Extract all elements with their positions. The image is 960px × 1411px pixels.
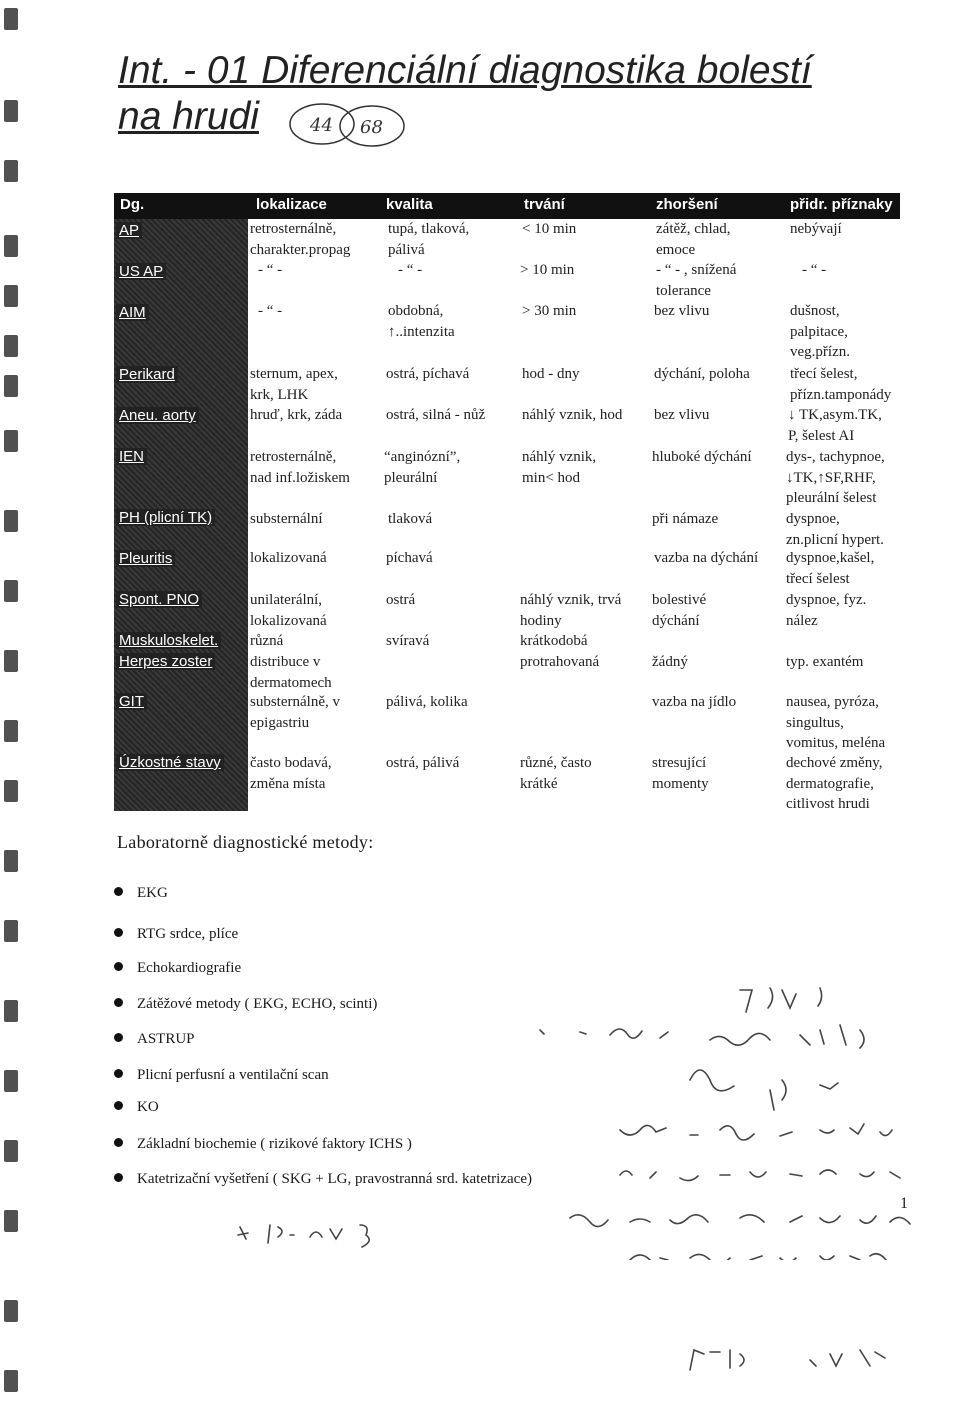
cell-trvani-ap: < 10 min [522, 221, 577, 237]
cell-lokalizace-pleuritis: lokalizovaná [250, 550, 327, 566]
handwritten-scribbles [520, 960, 940, 1260]
cell-lokalizace-aim: - “ - [258, 303, 283, 319]
bullet-icon [114, 887, 123, 896]
dg-us-ap: US AP [116, 263, 166, 280]
cell-trvani-aneu: náhlý vznik, hod [522, 407, 623, 423]
cell-trvani-aim: > 30 min [522, 303, 577, 319]
dg-muskuloskelet: Muskuloskelet. [116, 632, 221, 649]
cell-lokalizace-git: substernálně, v epigastriu [250, 694, 340, 731]
cell-priznaky-git: nausea, pyróza, singultus, vomitus, meléna [786, 694, 886, 751]
list-item: EKG [114, 885, 168, 902]
cell-trvani-perikard: hod - dny [522, 366, 580, 382]
cell-kvalita-git: pálivá, kolika [386, 694, 468, 710]
stamp-left-number: 44 [310, 115, 333, 136]
cell-trvani-pno: náhlý vznik, trvá hodiny [520, 592, 622, 629]
cell-lokalizace-us-ap: - “ - [258, 262, 283, 278]
bullet-icon [114, 998, 123, 1007]
bullet-icon [114, 1069, 123, 1078]
cell-priznaky-pno: dyspnoe, fyz. nález [786, 592, 867, 629]
cell-priznaky-us-ap: - “ - [802, 262, 827, 278]
cell-kvalita-muskulo: svíravá [386, 633, 430, 649]
dg-aim: AIM [116, 304, 149, 321]
binding-edge [0, 0, 34, 1411]
dg-git: GIT [116, 693, 147, 710]
cell-priznaky-perikard: třecí šelest, přízn.tamponády [790, 366, 892, 403]
cell-trvani-us-ap: > 10 min [520, 262, 575, 278]
cell-kvalita-pleuritis: píchavá [386, 550, 433, 566]
list-item: KO [114, 1099, 159, 1116]
page-reference-stamp [284, 100, 414, 150]
dg-aneu-aorty: Aneu. aorty [116, 407, 199, 424]
bullet-icon [114, 1138, 123, 1147]
cell-priznaky-herpes: typ. exantém [786, 654, 864, 670]
cell-lokalizace-herpes: distribuce v dermatomech [250, 654, 332, 691]
cell-priznaky-ap: nebývají [790, 221, 842, 237]
cell-lokalizace-perikard: sternum, apex, krk, LHK [250, 366, 338, 403]
dg-spont-pno: Spont. PNO [116, 591, 202, 608]
cell-priznaky-ph: dyspnoe, zn.plicní hypert. [786, 511, 884, 548]
page-number: 1 [900, 1195, 908, 1212]
bullet-icon [114, 1173, 123, 1182]
title-line-1: Int. - 01 Diferenciální diagnostika bolestí [118, 49, 812, 92]
cell-zhorseni-aneu: bez vlivu [654, 407, 710, 423]
list-item: Echokardiografie [114, 960, 241, 977]
title-line-2: na hrudi [118, 95, 259, 138]
cell-trvani-uzkost: různé, často krátké [520, 755, 592, 792]
handwritten-note-bottom-left [230, 1215, 410, 1255]
cell-lokalizace-pno: unilaterální, lokalizovaná [250, 592, 327, 629]
header-dg: Dg. [120, 196, 145, 213]
header-lokalizace: lokalizace [256, 196, 327, 213]
cell-kvalita-uzkost: ostrá, pálivá [386, 755, 460, 771]
table-header [114, 193, 900, 219]
cell-zhorseni-herpes: žádný [652, 654, 688, 670]
cell-kvalita-aim: obdobná, ↑..intenzita [388, 303, 455, 340]
cell-trvani-muskulo: krátkodobá [520, 633, 588, 649]
cell-zhorseni-ien: hluboké dýchání [652, 449, 752, 465]
cell-priznaky-aneu: ↓ TK,asym.TK, P, šelest AI [788, 407, 882, 444]
bullet-icon [114, 1033, 123, 1042]
header-kvalita: kvalita [386, 196, 433, 213]
cell-kvalita-aneu: ostrá, silná - nůž [386, 407, 486, 423]
cell-kvalita-pno: ostrá [386, 592, 416, 608]
cell-zhorseni-us-ap: - “ - , snížená tolerance [656, 262, 737, 299]
cell-zhorseni-git: vazba na jídlo [652, 694, 737, 710]
list-item: Katetrizační vyšetření ( SKG + LG, pravostranná srd. katetrizace) [114, 1171, 532, 1188]
cell-kvalita-ph: tlaková [388, 511, 433, 527]
cell-lokalizace-muskulo: různá [250, 633, 284, 649]
cell-zhorseni-aim: bez vlivu [654, 303, 710, 319]
cell-zhorseni-ph: při námaze [652, 511, 719, 527]
cell-lokalizace-ph: substernální [250, 511, 323, 527]
list-item: Zátěžové metody ( EKG, ECHO, scinti) [114, 996, 377, 1013]
list-item: ASTRUP [114, 1031, 195, 1048]
cell-priznaky-uzkost: dechové změny, dermatografie, citlivost hrudi [786, 755, 883, 812]
list-item: Plicní perfusní a ventilační scan [114, 1067, 329, 1084]
cell-trvani-herpes: protrahovaná [520, 654, 600, 670]
dg-pleuritis: Pleuritis [116, 550, 175, 567]
cell-priznaky-ien: dys-, tachypnoe, ↓TK,↑SF,RHF, pleurální šelest [786, 449, 885, 506]
list-item: Základní biochemie ( rizikové faktory ICHS ) [114, 1136, 412, 1153]
dg-uzkostne-stavy: Úzkostné stavy [116, 754, 224, 771]
bullet-icon [114, 1101, 123, 1110]
dg-ien: IEN [116, 448, 147, 465]
dg-perikard: Perikard [116, 366, 178, 383]
handwritten-note-bottom [680, 1340, 900, 1380]
cell-priznaky-pleuritis: dyspnoe,kašel, třecí šelest [786, 550, 875, 587]
stamp-right-number: 68 [360, 117, 383, 138]
cell-zhorseni-uzkost: stresující momenty [652, 755, 709, 792]
cell-priznaky-aim: dušnost, palpitace, veg.přízn. [790, 303, 850, 360]
cell-kvalita-us-ap: - “ - [398, 262, 423, 278]
cell-lokalizace-aneu: hruď, krk, záda [250, 407, 343, 423]
cell-kvalita-perikard: ostrá, píchavá [386, 366, 470, 382]
bullet-icon [114, 962, 123, 971]
cell-zhorseni-ap: zátěž, chlad, emoce [656, 221, 731, 258]
dg-ph: PH (plicní TK) [116, 509, 215, 526]
header-trvani: trvání [524, 196, 565, 213]
cell-kvalita-ap: tupá, tlaková, pálivá [388, 221, 470, 258]
dg-herpes-zoster: Herpes zoster [116, 653, 215, 670]
list-item: RTG srdce, plíce [114, 926, 238, 943]
cell-zhorseni-perikard: dýchání, poloha [654, 366, 750, 382]
cell-lokalizace-uzkost: často bodavá, změna místa [250, 755, 332, 792]
header-zhorseni: zhoršení [656, 196, 718, 213]
lab-methods-title: Laboratorně diagnostické metody: [117, 832, 374, 852]
cell-kvalita-ien: “anginózní”, pleurální [384, 449, 461, 486]
page-title [118, 48, 812, 140]
cell-trvani-ien: náhlý vznik, min< hod [522, 449, 597, 486]
header-priznaky: přidr. příznaky [790, 196, 893, 213]
cell-lokalizace-ap: retrosternálně, charakter.propag [250, 221, 351, 258]
cell-lokalizace-ien: retrosternálně, nad inf.ložiskem [250, 449, 350, 486]
dg-ap: AP [116, 222, 142, 239]
bullet-icon [114, 928, 123, 937]
cell-zhorseni-pno: bolestivé dýchání [652, 592, 707, 629]
cell-zhorseni-pleuritis: vazba na dýchání [654, 550, 759, 566]
